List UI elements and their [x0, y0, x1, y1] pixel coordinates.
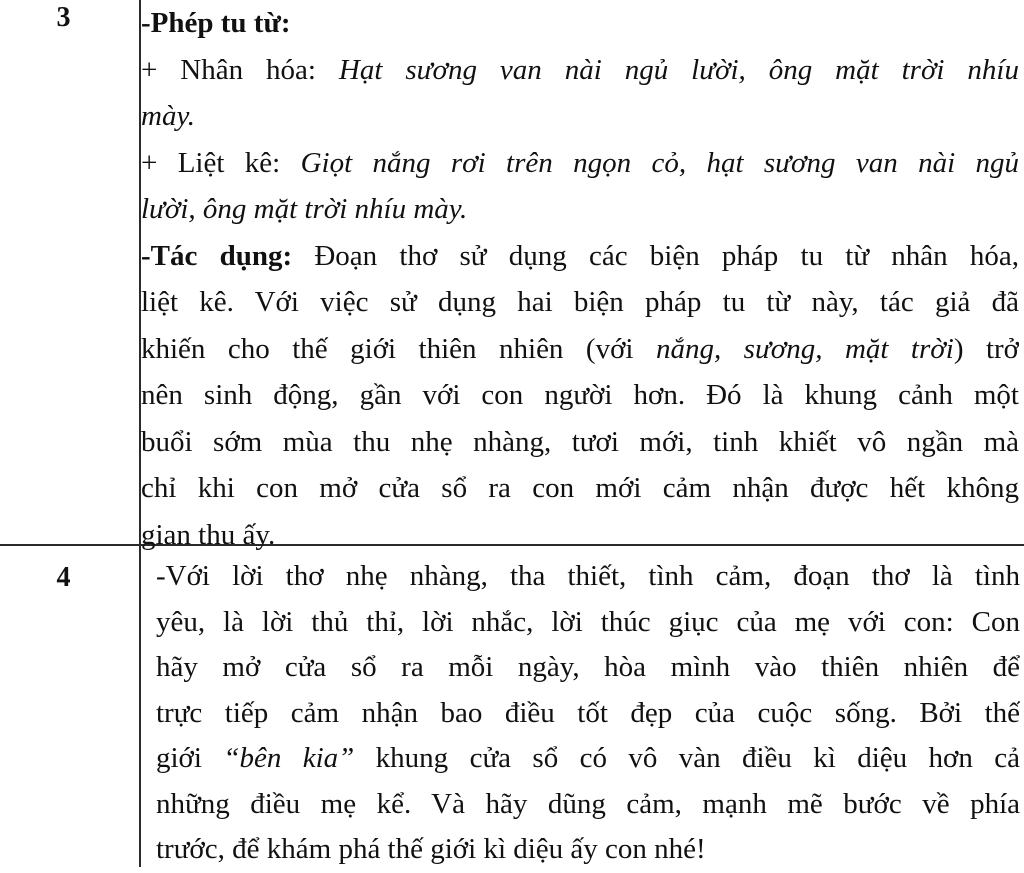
text-run: nắng, sương, mặt trời — [655, 332, 954, 365]
text-run: buổi sớm mùa thu nhẹ nhàng, tươi mới, tinh khiết vô ngần mà — [141, 425, 1019, 458]
row-number-3: 3 — [56, 2, 71, 33]
text-run: trước, để khám phá thế giới kì diệu ấy con nhé! — [156, 833, 706, 865]
text-run: lười, ông mặt trời nhíu mày. — [141, 193, 468, 225]
row-3-content — [141, 0, 1019, 558]
row-number-4: 4 — [56, 562, 71, 593]
row-4-content — [156, 554, 1020, 873]
text-run: -Với lời thơ nhẹ nhàng, tha thiết, tình cảm, đoạn thơ là tình — [156, 560, 1020, 592]
text-line — [141, 419, 1019, 466]
text-line — [156, 554, 1020, 600]
text-run: Đoạn thơ sử dụng các biện pháp tu từ nhân hóa, — [292, 239, 1019, 272]
text-run: -Tác dụng: — [141, 239, 293, 272]
text-run: hãy mở cửa sổ ra mỗi ngày, hòa mình vào thiên nhiên để — [156, 651, 1020, 683]
text-line — [141, 372, 1019, 419]
text-line — [141, 233, 1019, 280]
text-line — [141, 512, 1019, 559]
text-run: + Liệt kê: — [141, 146, 301, 179]
text-run: yêu, là lời thủ thỉ, lời nhắc, lời thúc giục của mẹ với con: Con — [156, 605, 1020, 638]
text-line — [141, 186, 1019, 233]
text-run: -Phép tu từ: — [141, 7, 291, 39]
text-run: những điều mẹ kể. Và hãy dũng cảm, mạnh mẽ bước về phía — [156, 787, 1020, 820]
text-run: giới — [156, 742, 224, 774]
text-run: nên sinh động, gần với con người hơn. Đó là khung cảnh một — [141, 379, 1019, 411]
text-line — [156, 827, 1020, 873]
text-run: Hạt sương van nài ngủ lười, ông mặt trời nhíu — [338, 53, 1019, 86]
text-run: khung cửa sổ có vô vàn điều kì diệu hơn cả — [354, 742, 1020, 774]
text-line — [156, 736, 1020, 782]
text-line — [156, 645, 1020, 691]
text-run: + Nhân hóa: — [141, 53, 339, 86]
text-run: trực tiếp cảm nhận bao điều tốt đẹp của cuộc sống. Bởi thế — [156, 696, 1020, 729]
text-line — [141, 47, 1019, 94]
text-line — [141, 279, 1019, 326]
text-run: gian thu ấy. — [141, 518, 276, 551]
text-line — [156, 600, 1020, 646]
text-run: khiến cho thế giới thiên nhiên (với — [141, 332, 656, 365]
text-run: Giọt nắng rơi trên ngọn cỏ, hạt sương van nài ngủ — [300, 146, 1019, 179]
text-line — [156, 691, 1020, 737]
text-line — [141, 465, 1019, 512]
text-line — [141, 93, 1019, 140]
text-run: ) trở — [953, 332, 1019, 365]
text-run: chỉ khi con mở cửa sổ ra con mới cảm nhận được hết không — [141, 472, 1019, 504]
text-line — [141, 140, 1019, 187]
text-line — [141, 0, 1019, 47]
text-line — [156, 782, 1020, 828]
text-run: mày. — [141, 100, 195, 132]
text-line — [141, 326, 1019, 373]
text-run: liệt kê. Với việc sử dụng hai biện pháp tu từ này, tác giả đã — [141, 286, 1019, 318]
text-run: “bên kia” — [223, 742, 355, 774]
